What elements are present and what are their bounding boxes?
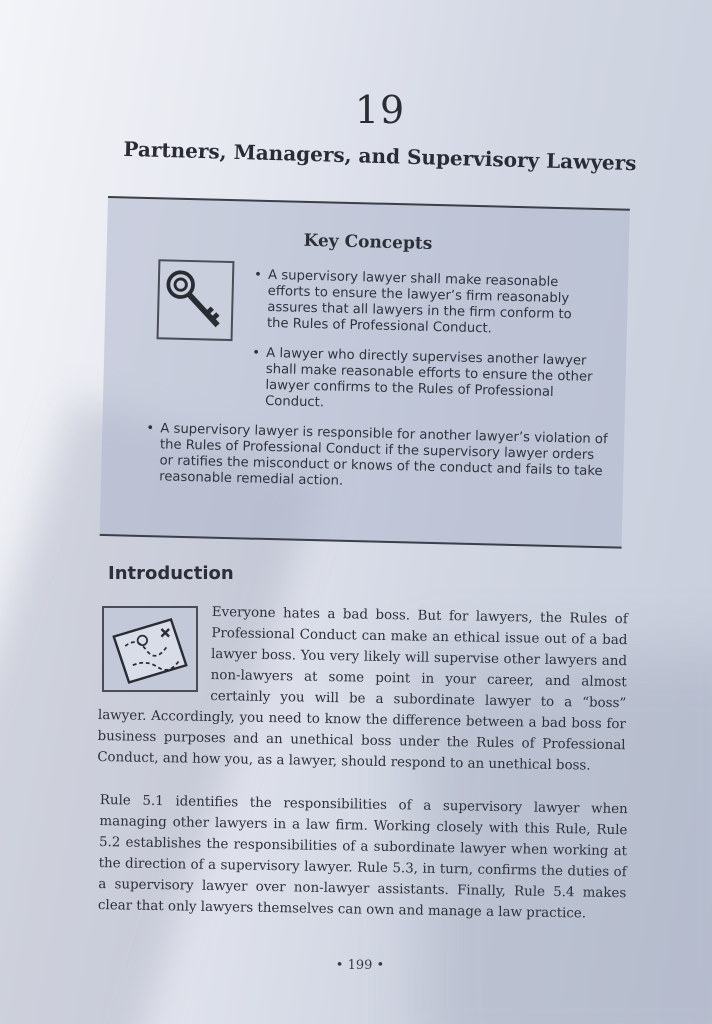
key-concept-item: [146, 421, 608, 496]
bullet-icon: •: [253, 267, 263, 283]
key-concepts-heading: Key Concepts: [303, 230, 433, 254]
introduction-text: Everyone hates a bad boss. But for lawyers, the Rules of Professional Conduct can make an ethical issue out of a bad lawyer boss. You very likely will supervise other lawyers and non-lawyers at some point in your career, and almost certainly you will be a subordinate lawyer to a “boss” lawyer. Accordingly, you need to know the difference between a bad boss for business purposes and an unethical boss under the Rules of Professional Conduct, and how you, as a lawyer, should respond to an unethical boss.: [97, 604, 628, 774]
key-concept-text: A supervisory lawyer shall make reasonable efforts to ensure the lawyer’s firm reasonably assures that all lawyers in the firm conform to the Rules of Professional Conduct.: [266, 267, 572, 337]
introduction-heading: Introduction: [108, 563, 234, 584]
page-number: • 199 •: [335, 958, 385, 973]
introduction-paragraph: [97, 600, 628, 777]
bullet-icon: •: [252, 345, 261, 361]
chapter-number: 19: [354, 88, 406, 132]
bullet-icon: •: [146, 421, 155, 437]
key-concepts-box: [100, 196, 630, 549]
key-concept-text: A lawyer who directly supervises another lawyer shall make reasonable efforts to ensure the other lawyer confirms to the Rules of Professional Conduct.: [264, 345, 593, 411]
key-icon: [157, 259, 235, 341]
rules-paragraph: Rule 5.1 identifies the responsibilities of a supervisory lawyer when managing other lawyers in a law firm. Working closely with this Rule, Rule 5.2 establishes the responsibilities of a subordinate lawyer when working at the direction of a supervisory lawyer. Rule 5.3, in turn, confirms the duties of a supervisory lawyer over non-lawyer assistants. Finally, Rule 5.4 makes clear that only lawyers themselves can own and manage a law practice.: [97, 792, 628, 922]
chapter-title: Partners, Managers, and Supervisory Lawyers: [123, 136, 637, 176]
key-concept-item: [253, 267, 598, 340]
key-concept-item: [252, 345, 600, 418]
key-concept-text: A supervisory lawyer is responsible for another lawyer’s violation of the Rules of Professional Conduct if the supervisory lawyer orders or ratifies the misconduct or knows of the conduct and fails to take reasonable remedial action.: [158, 421, 608, 489]
